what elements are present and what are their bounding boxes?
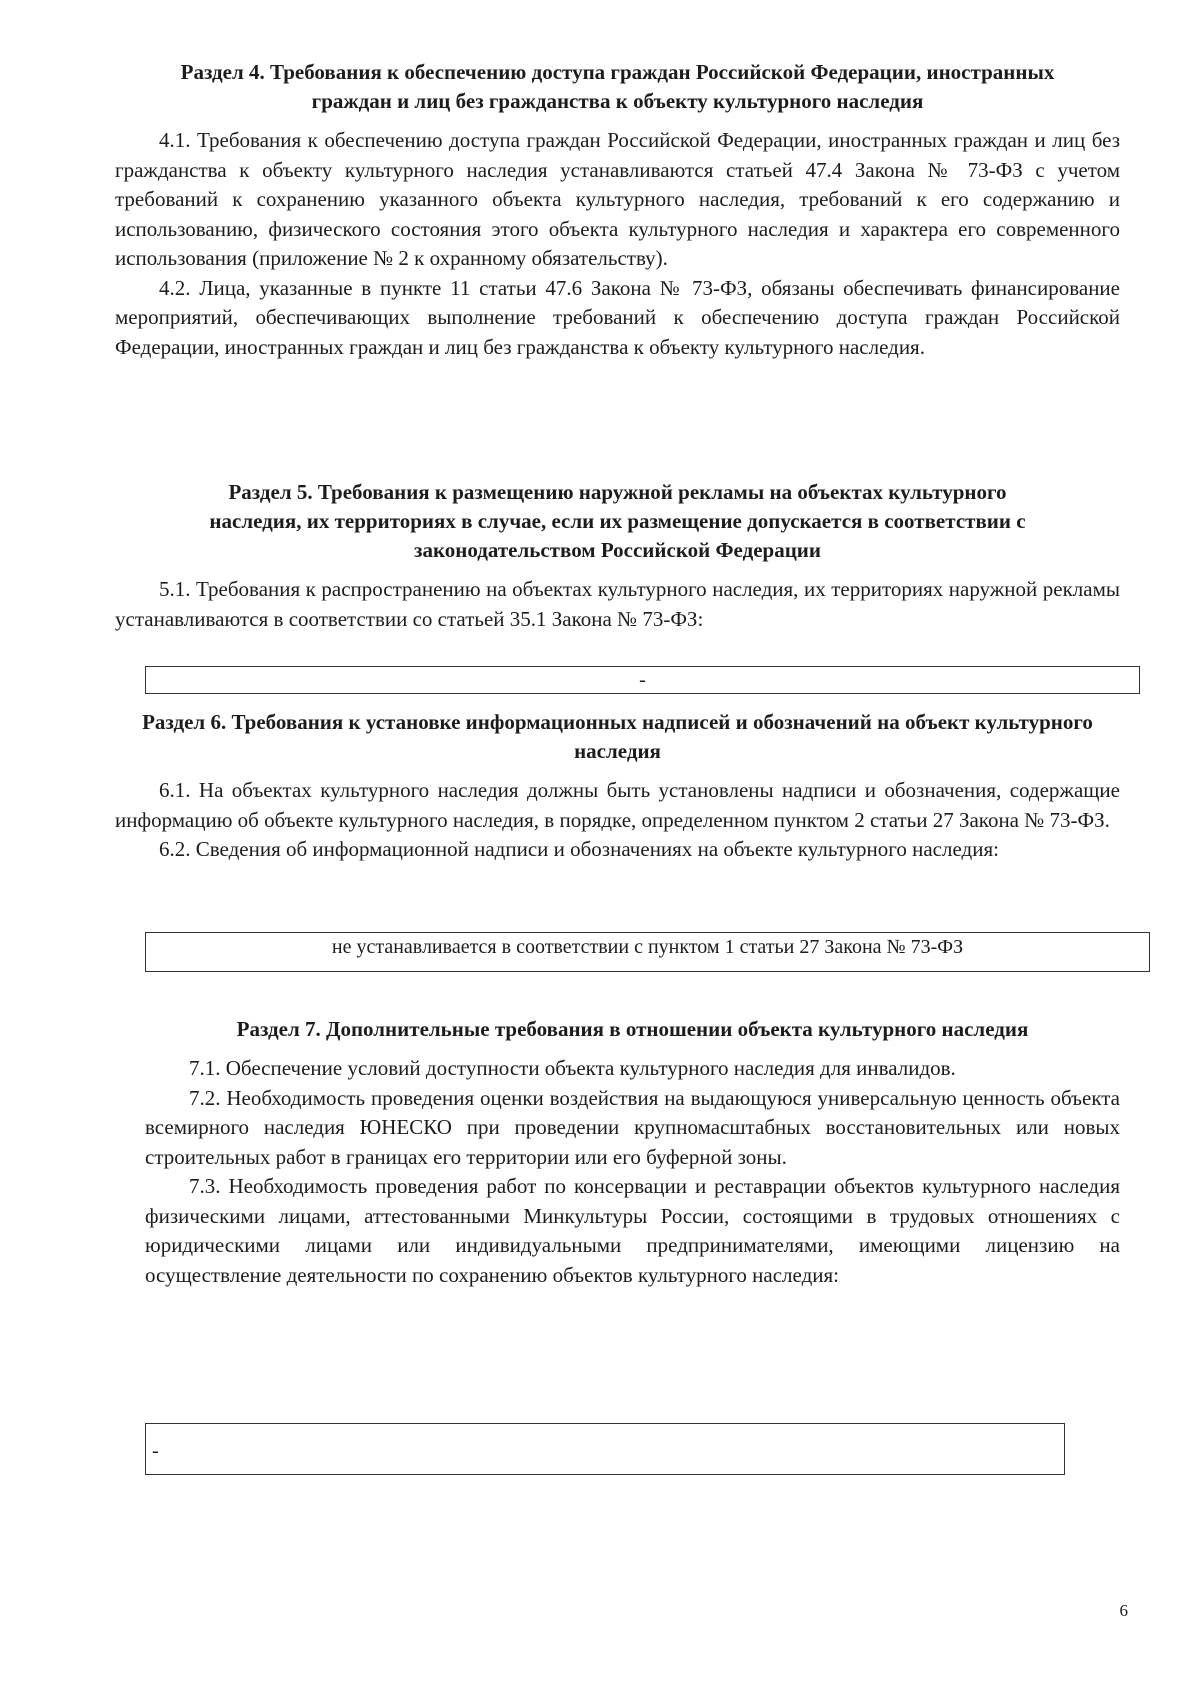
restoration-requirements-box: - [145,1423,1065,1475]
section-6-heading: Раздел 6. Требования к установке информационных надписей и обозначений на объект культурного наследия [142,710,1093,763]
paragraph-4-1: 4.1. Требования к обеспечению доступа граждан Российской Федерации, иностранных граждан и лиц без гражданства к объекту культурного наследия устанавливаются статьей 47.4 Закона № 73-ФЗ с учетом требований к сохранению указанного объекта культурного наследия, требований к его содержанию и использованию, физического состояния этого объекта культурного наследия и характера его современного использования (приложение № 2 к охранному обязательству). [115,128,1120,270]
section-5-heading: Раздел 5. Требования к размещению наружной рекламы на объектах культурного наследия, их территориях в случае, если их размещение допускается в соответствии с законодательством Российской Федерации [209,480,1026,562]
advertising-requirements-box: - [145,666,1140,694]
paragraph-5-1: 5.1. Требования к распространению на объектах культурного наследия, их территориях наружной рекламы устанавливаются в соответствии со статьей 35.1 Закона № 73-ФЗ: [115,577,1120,631]
section-7 [145,1015,1120,1290]
section-7-heading: Раздел 7. Дополнительные требования в отношении объекта культурного наследия [236,1017,1029,1041]
section-4-heading: Раздел 4. Требования к обеспечению доступа граждан Российской Федерации, иностранных граждан и лиц без гражданства к объекту культурного наследия [180,60,1055,113]
paragraph-4-2: 4.2. Лица, указанные в пункте 11 статьи 47.6 Закона № 73-ФЗ, обязаны обеспечивать финансирование мероприятий, обеспечивающих выполнение требований к обеспечению доступа граждан Российской Федерации, иностранных граждан и лиц без гражданства к объекту культурного наследия. [115,275,1120,359]
section-6 [115,708,1120,865]
paragraph-6-2: 6.2. Сведения об информационной надписи и обозначениях на объекте культурного наследия: [159,837,999,861]
paragraph-7-3: 7.3. Необходимость проведения работ по консервации и реставрации объектов культурного наследия физическими лицами, аттестованными Минкультуры России, состоящими в трудовых отношениях с юридическими лицами или индивидуальными предпринимателями, имеющими лицензию на осуществление деятельности по сохранению объектов культурного наследия: [145,1174,1120,1287]
paragraph-7-2: 7.2. Необходимость проведения оценки воздействия на выдающуюся универсальную ценность объекта всемирного наследия ЮНЕСКО при проведении крупномасштабных восстановительных или новых строительных работ в границах его территории или его буферной зоны. [145,1085,1120,1169]
section-4 [115,58,1120,362]
section-5 [115,478,1120,634]
page-number: 6 [1119,1601,1128,1620]
paragraph-6-1: 6.1. На объектах культурного наследия должны быть установлены надписи и обозначения, содержащие информацию об объекте культурного наследия, в порядке, определенном пунктом 2 статьи 27 Закона № 73-ФЗ. [115,778,1120,832]
information-signs-box: не устанавливается в соответствии с пунктом 1 статьи 27 Закона № 73-ФЗ [145,932,1150,972]
paragraph-7-1: 7.1. Обеспечение условий доступности объекта культурного наследия для инвалидов. [189,1056,956,1080]
